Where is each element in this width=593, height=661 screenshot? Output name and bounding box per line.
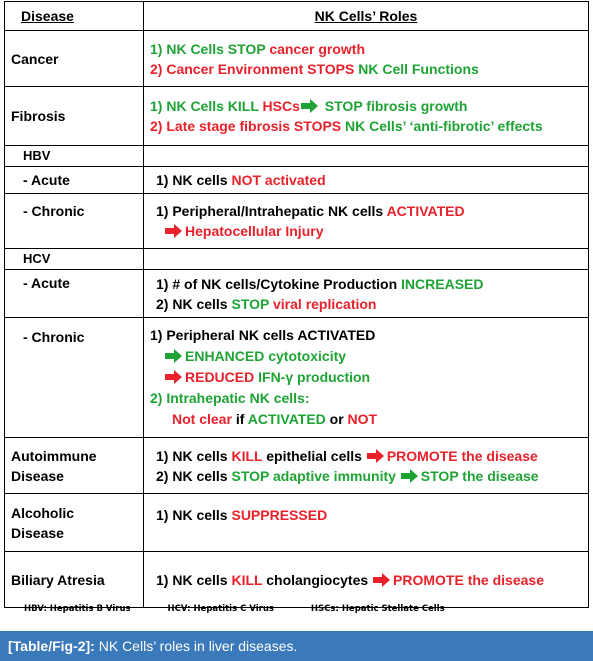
role-line: 1) NK cells NOT activated (156, 172, 326, 188)
header-roles: NK Cells’ Roles (144, 2, 589, 31)
green-arrow-icon (165, 349, 182, 363)
disease-label: - Chronic (5, 318, 144, 438)
row-cancer (5, 31, 589, 87)
roles-cell (144, 194, 589, 249)
footnote-hbv: HBV: Hepatitis B Virus (24, 604, 131, 614)
row-alcoholic (5, 494, 589, 552)
disease-label: Autoimmune Disease (5, 438, 144, 494)
row-biliary (5, 552, 589, 608)
roles-cell (144, 438, 589, 494)
role-line: 1) NK cells SUPPRESSED (156, 506, 328, 523)
role-line: REDUCED IFN-γ production (150, 367, 582, 388)
role-line: 2) Cancer Environment STOPS NK Cell Functions (150, 60, 479, 77)
role-line: 2) Intrahepatic NK cells: (150, 390, 310, 406)
caption-text: NK Cells’ roles in liver diseases. (94, 638, 298, 654)
role-line: Not clear if ACTIVATED or NOT (172, 411, 378, 427)
footnote-hcv: HCV: Hepatitis C Virus (167, 604, 274, 614)
role-line: ENHANCED cytotoxicity (150, 346, 582, 367)
row-hcv-acute (5, 270, 589, 318)
disease-label: - Acute (5, 270, 144, 318)
disease-label: Fibrosis (5, 87, 144, 146)
footnote-hsc: HSCs: Hepatic Stellate Cells (310, 604, 445, 614)
red-arrow-icon (165, 370, 182, 384)
red-arrow-icon (367, 449, 384, 463)
role-line: 1) NK cells KILL cholangiocytes PROMOTE the disease (156, 571, 544, 588)
roles-cell (144, 146, 589, 167)
row-hbv-acute (5, 167, 589, 194)
role-line: 2) Late stage fibrosis STOPS NK Cells’ ‘anti-fibrotic’ effects (150, 118, 543, 134)
roles-cell (144, 552, 589, 608)
roles-cell (144, 318, 589, 438)
row-fibrosis (5, 87, 589, 146)
green-arrow-icon (401, 469, 418, 483)
table-header-row (5, 2, 589, 31)
disease-label: - Acute (5, 167, 144, 194)
disease-group-label: HBV (5, 146, 144, 167)
figure-caption (0, 631, 593, 661)
roles-cell (144, 167, 589, 194)
row-hcv (5, 249, 589, 270)
role-line: 1) NK Cells KILL HSCs STOP fibrosis growth (150, 98, 468, 114)
disease-label: Alcoholic Disease (5, 494, 144, 552)
row-hbv-chronic (5, 194, 589, 249)
caption-label: [Table/Fig-2]: (8, 638, 95, 654)
roles-cell (144, 87, 589, 146)
roles-cell (144, 494, 589, 552)
disease-label: Biliary Atresia (5, 552, 144, 608)
roles-cell (144, 249, 589, 270)
role-line: 2) NK cells STOP viral replication (156, 295, 377, 312)
green-arrow-icon (301, 99, 318, 113)
abbreviation-footnotes (24, 604, 479, 614)
nk-roles-table (4, 1, 589, 608)
role-line: 1) NK cells KILL epithelial cells PROMOTE the disease (156, 447, 538, 464)
red-arrow-icon (165, 224, 182, 238)
role-line: 1) NK Cells STOP cancer growth (150, 40, 366, 57)
header-disease: Disease (5, 2, 144, 31)
roles-cell (144, 270, 589, 318)
red-arrow-icon (373, 573, 390, 587)
row-hbv (5, 146, 589, 167)
disease-label: - Chronic (5, 194, 144, 249)
row-hcv-chronic (5, 318, 589, 438)
role-line: Hepatocellular Injury (150, 221, 582, 241)
role-line: 1) # of NK cells/Cytokine Production INCREASED (156, 275, 484, 292)
disease-group-label: HCV (5, 249, 144, 270)
role-line: 2) NK cells STOP adaptive immunity STOP the disease (156, 467, 539, 484)
role-line: 1) Peripheral/Intrahepatic NK cells ACTIVATED (156, 203, 465, 219)
disease-label: Cancer (5, 31, 144, 87)
role-line: 1) Peripheral NK cells ACTIVATED (150, 327, 376, 343)
roles-cell (144, 31, 589, 87)
row-autoimmune (5, 438, 589, 494)
